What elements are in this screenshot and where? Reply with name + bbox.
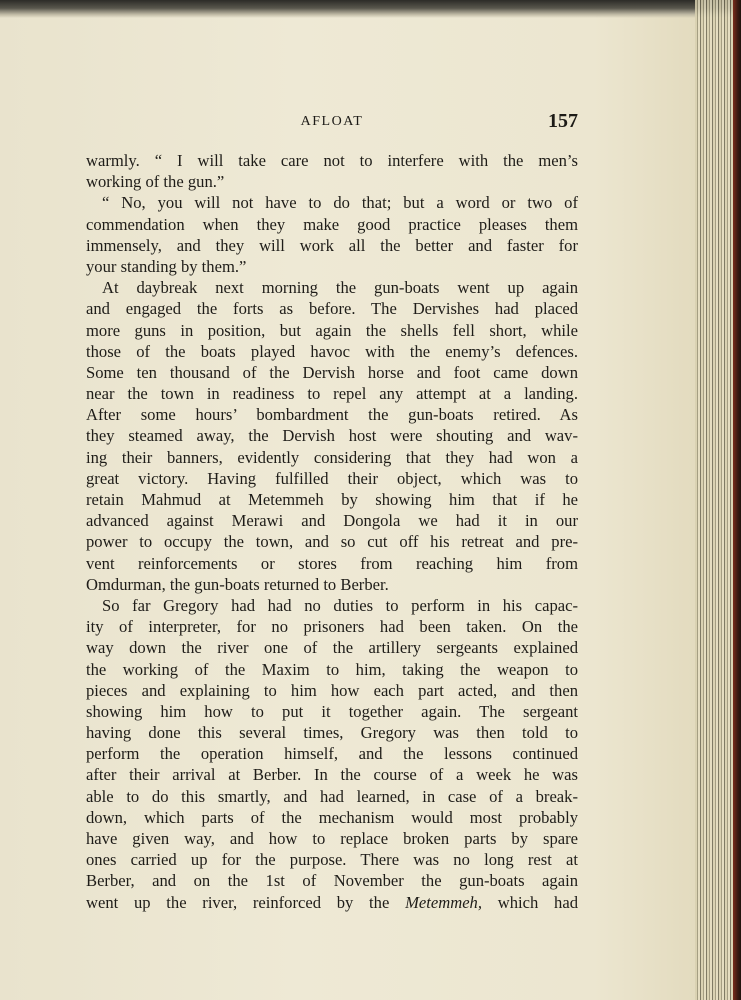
vessel-name: Metemmeh, [405, 892, 483, 912]
text-line-final [86, 892, 578, 913]
page-number: 157 [548, 110, 578, 132]
text-line: near the town in readiness to repel any attempt at a landing. [86, 384, 578, 404]
text-line: working of the gun.” [86, 172, 225, 192]
body-text [86, 150, 578, 913]
text-line: your standing by them.” [86, 256, 247, 276]
text-line: able to do this smartly, and had learned, in case of a break- [86, 786, 578, 806]
text-line: power to occupy the town, and so cut off his retreat and pre- [86, 532, 578, 552]
text-line: having done this several times, Gregory was then told to [86, 723, 578, 743]
text-line: vent reinforcements or stores from reaching him from [86, 553, 578, 573]
text-line: great victory. Having fulfilled their object, which was to [86, 468, 578, 488]
page-top-shadow [0, 0, 741, 18]
running-head: AFLOAT [300, 114, 364, 129]
page-header [86, 110, 578, 138]
text-line: those of the boats played havoc with the enemy’s defences. [86, 341, 578, 361]
text-line: Berber, and on the 1st of November the gun-boats again [86, 871, 578, 891]
text-line: commendation when they make good practice pleases them [86, 214, 578, 234]
text-line: way down the river one of the artillery sergeants explained [86, 638, 578, 658]
text-line: and engaged the forts as before. The Dervishes had placed [86, 299, 578, 319]
text-line: After some hours’ bombardment the gun-boats retired. As [86, 405, 578, 425]
text-line: retain Mahmud at Metemmeh by showing him that if he [86, 490, 578, 509]
text-line: more guns in position, but again the shells fell short, while [86, 320, 578, 340]
text-line: At daybreak next morning the gun-boats went up again [102, 278, 578, 298]
text-line: ones carried up for the purpose. There was no long rest at [86, 850, 578, 870]
text-line: ing their banners, evidently considering that they had won a [86, 447, 578, 467]
text-line: showing him how to put it together again. The sergeant [86, 701, 578, 721]
text-segment: went up the river, reinforced by the [86, 892, 390, 912]
text-line: advanced against Merawi and Dongola we had it in our [86, 511, 578, 531]
text-line: warmly. “ I will take care not to interfere with the men’s [86, 151, 578, 170]
text-line: pieces and explaining to him how each part acted, and then [86, 680, 578, 700]
text-line: down, which parts of the mechanism would most probably [86, 807, 578, 827]
text-segment: which had [497, 892, 578, 912]
text-line: immensely, and they will work all the better and faster for [86, 235, 578, 255]
text-line: they steamed away, the Dervish host were shouting and wav- [86, 426, 578, 446]
text-line: Omdurman, the gun-boats returned to Berber. [86, 574, 389, 594]
text-line: ity of interpreter, for no prisoners had been taken. On the [86, 617, 578, 637]
book-cover-edge [733, 0, 741, 1000]
text-line: “ No, you will not have to do that; but a word or two of [102, 193, 578, 213]
text-line: So far Gregory had had no duties to perform in his capac- [102, 595, 578, 615]
text-line: perform the operation himself, and the lessons continued [86, 744, 578, 764]
text-line: Some ten thousand of the Dervish horse and foot came down [86, 362, 578, 382]
text-line: the working of the Maxim to him, taking the weapon to [86, 659, 578, 679]
text-line: after their arrival at Berber. In the course of a week he was [86, 765, 578, 785]
text-line: have given way, and how to replace broken parts by spare [86, 829, 578, 848]
